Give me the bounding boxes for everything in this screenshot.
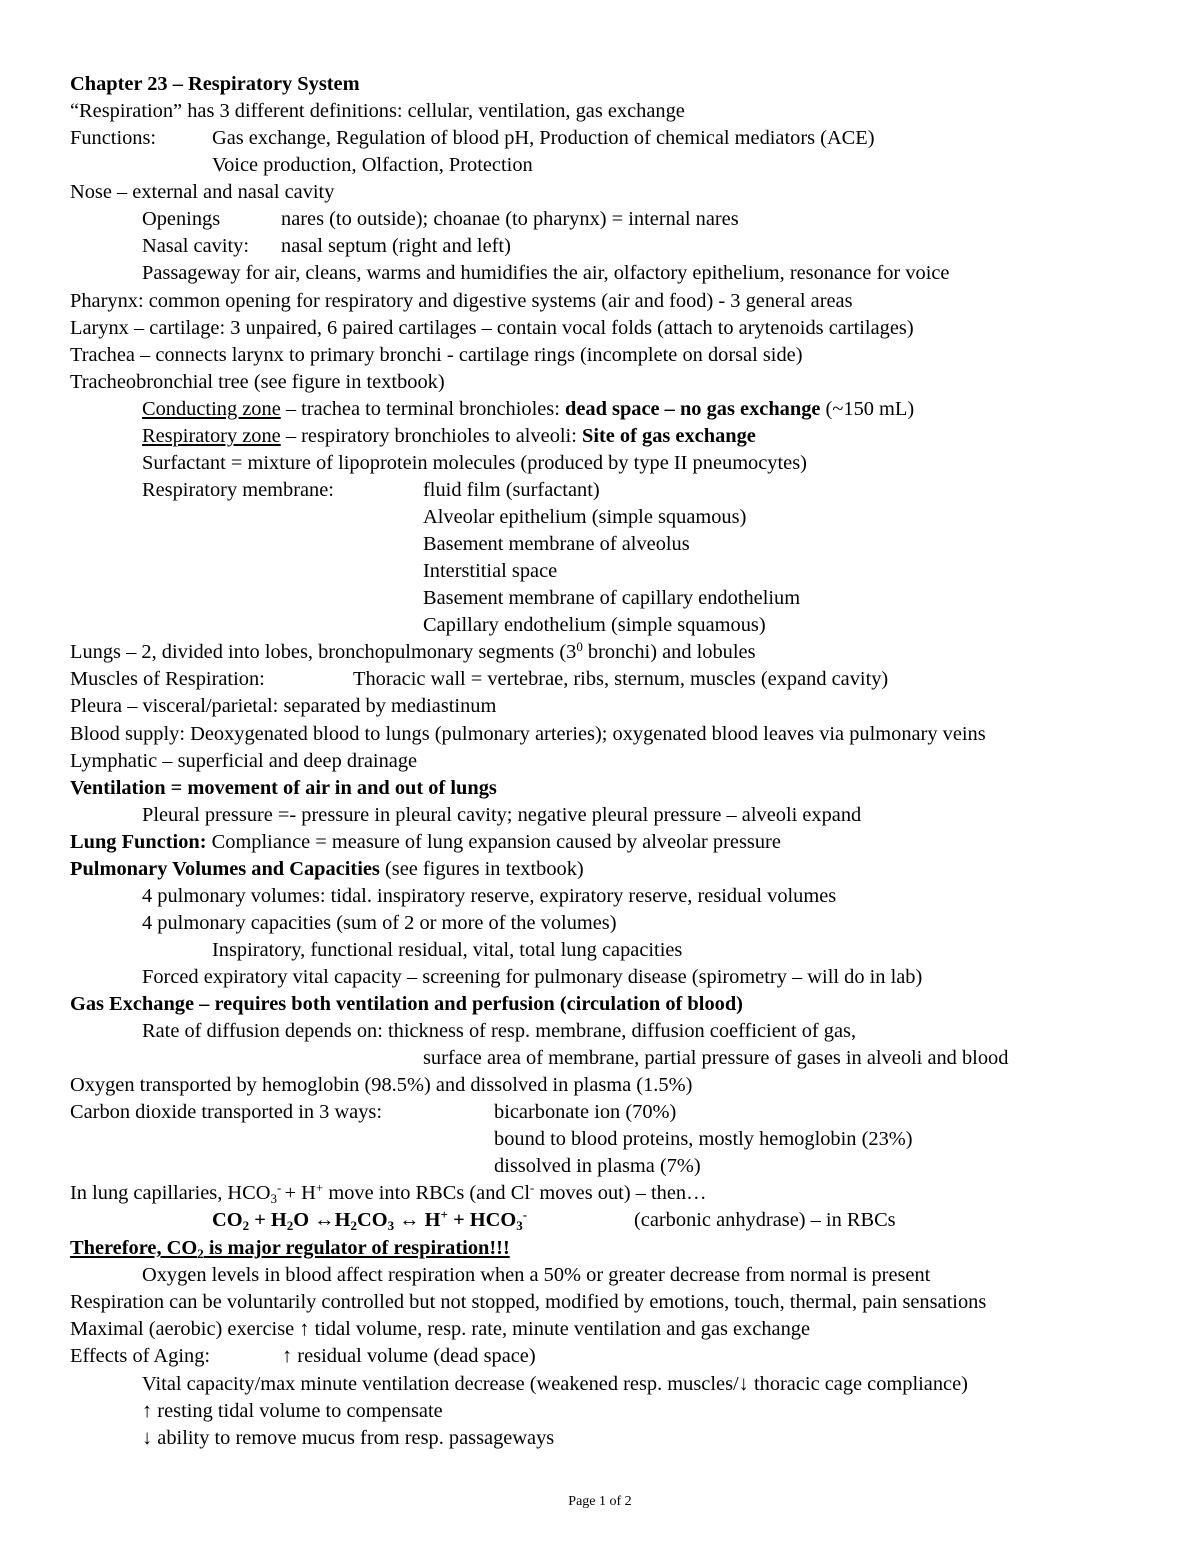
- nose-passageway: Passageway for air, cleans, warms and humidifies the air, olfactory epithelium, resonance for voice: [142, 262, 950, 284]
- eq-sub-2: 2: [286, 1218, 294, 1233]
- lungs-superscript: 0: [576, 639, 583, 654]
- resting-tidal-line: ↑ resting tidal volume to compensate: [142, 1400, 443, 1422]
- voluntary-control-line: Respiration can be voluntarily controlled but not stopped, modified by emotions, touch, thermal, pain sensations: [70, 1291, 987, 1313]
- lungs-text-a: Lungs – 2, divided into lobes, bronchopulmonary segments (3: [70, 641, 577, 663]
- eq-sub-3: 3: [387, 1218, 395, 1233]
- lung-function-line: [70, 829, 781, 856]
- pharynx-line: Pharynx: common opening for respiratory and digestive systems (air and food) - 3 general areas: [70, 290, 853, 312]
- eq-co: CO: [212, 1209, 243, 1231]
- dead-space-bold: dead space – no gas exchange: [564, 398, 821, 420]
- pleura-line: Pleura – visceral/parietal: separated by mediastinum: [70, 695, 497, 717]
- eq-sub-3: 3: [516, 1218, 523, 1233]
- pulmonary-volumes-text: (see figures in textbook): [379, 858, 584, 880]
- vital-capacity-line: Vital capacity/max minute ventilation decrease (weakened resp. muscles/↓ thoracic cage compliance): [142, 1373, 968, 1395]
- functions-text-2: Voice production, Olfaction, Protection: [212, 154, 533, 176]
- equation-note: (carbonic anhydrase) – in RBCs: [634, 1209, 896, 1231]
- muscles-line: [70, 666, 889, 693]
- aging-text: ↑ residual volume (dead space): [282, 1345, 536, 1367]
- lung-function-label: Lung Function:: [70, 831, 207, 853]
- eq-sup-plus: +: [440, 1207, 448, 1222]
- lung-cap-text-c: move into RBCs (and Cl: [323, 1182, 530, 1204]
- co2-transport-item: bicarbonate ion (70%): [494, 1101, 677, 1123]
- eq-h: + H: [249, 1209, 287, 1231]
- capacities-list-line: Inspiratory, functional residual, vital, total lung capacities: [212, 939, 683, 961]
- ventilation-heading: Ventilation = movement of air in and out of lungs: [70, 777, 497, 799]
- therefore-text-a: Therefore, CO: [70, 1237, 198, 1259]
- exercise-line: Maximal (aerobic) exercise ↑ tidal volume, resp. rate, minute ventilation and gas exchange: [70, 1318, 811, 1340]
- nose-nasal-cavity: [142, 233, 511, 260]
- eq-sub-2: 2: [242, 1218, 250, 1233]
- diffusion-line-2: surface area of membrane, partial pressure of gases in alveoli and blood: [423, 1047, 1009, 1069]
- therefore-sub: 2: [197, 1246, 204, 1261]
- nasal-cavity-label: Nasal cavity:: [142, 235, 250, 257]
- respiratory-zone-desc: – respiratory bronchioles to alveoli:: [280, 425, 582, 447]
- openings-label: Openings: [142, 208, 221, 230]
- gas-exchange-heading: Gas Exchange – requires both ventilation and perfusion (circulation of blood): [70, 993, 743, 1015]
- lung-cap-text-b: + H: [284, 1182, 316, 1204]
- eq-sup-minus: -: [522, 1207, 528, 1222]
- pulmonary-capacities-line: 4 pulmonary capacities (sum of 2 or more of the volumes): [142, 912, 617, 934]
- therefore-line: [70, 1235, 510, 1262]
- lung-capillaries-line: [70, 1180, 707, 1207]
- membrane-item: Alveolar epithelium (simple squamous): [423, 506, 747, 528]
- membrane-item: Basement membrane of capillary endothelium: [423, 587, 801, 609]
- aging-line: [70, 1343, 536, 1370]
- lung-cap-text-a: In lung capillaries, HCO: [70, 1182, 271, 1204]
- carbonic-equation: [212, 1207, 896, 1234]
- pleural-pressure-line: Pleural pressure =- pressure in pleural cavity; negative pleural pressure – alveoli expand: [142, 804, 862, 826]
- lung-cap-sup-3: -: [529, 1180, 535, 1195]
- diffusion-line-1: Rate of diffusion depends on: thickness of resp. membrane, diffusion coefficient of gas,: [142, 1020, 857, 1042]
- forced-expiratory-line: Forced expiratory vital capacity – screening for pulmonary disease (spirometry – will do in lab): [142, 966, 923, 988]
- pulmonary-volumes-line: 4 pulmonary volumes: tidal. inspiratory reserve, expiratory reserve, residual volumes: [142, 885, 837, 907]
- oxygen-levels-line: Oxygen levels in blood affect respiration when a 50% or greater decrease from normal is present: [142, 1264, 931, 1286]
- respiratory-membrane-label: Respiratory membrane:: [142, 479, 334, 501]
- membrane-item: Interstitial space: [423, 560, 558, 582]
- pulmonary-volumes-heading: [70, 856, 584, 883]
- eq-co3: CO: [357, 1209, 388, 1231]
- chapter-title: Chapter 23 – Respiratory System: [70, 73, 360, 95]
- nose-openings: [142, 206, 739, 233]
- respiration-definitions: “Respiration” has 3 different definitions: cellular, ventilation, gas exchange: [70, 100, 685, 122]
- surfactant-line: Surfactant = mixture of lipoprotein molecules (produced by type II pneumocytes): [142, 452, 807, 474]
- pulmonary-volumes-label: Pulmonary Volumes and Capacities: [70, 858, 380, 880]
- therefore-text-b: is major regulator of respiration!!!: [203, 1237, 510, 1259]
- respiratory-zone-term: Respiratory zone: [142, 425, 281, 447]
- page-footer: Page 1 of 2: [568, 1494, 632, 1509]
- functions-text-1: Gas exchange, Regulation of blood pH, Production of chemical mediators (ACE): [212, 127, 875, 149]
- lung-cap-sup-1: -: [276, 1180, 285, 1195]
- eq-o-arrow: O ↔H: [293, 1209, 351, 1231]
- eq-sub-2: 2: [350, 1218, 357, 1233]
- nose-heading: Nose – external and nasal cavity: [70, 181, 335, 203]
- functions-label: Functions:: [70, 127, 157, 149]
- equation-formula: [212, 1209, 527, 1231]
- gas-exchange-site-bold: Site of gas exchange: [581, 425, 756, 447]
- nasal-cavity-text: nasal septum (right and left): [281, 235, 511, 257]
- conducting-zone-term: Conducting zone: [142, 398, 281, 420]
- lungs-line: [70, 639, 756, 666]
- dead-space-volume: (~150 mL): [820, 398, 915, 420]
- eq-hco: + HCO: [447, 1209, 517, 1231]
- co2-transport-label: Carbon dioxide transported in 3 ways:: [70, 1101, 383, 1123]
- aging-label: Effects of Aging:: [70, 1345, 211, 1367]
- oxygen-transport-line: Oxygen transported by hemoglobin (98.5%) and dissolved in plasma (1.5%): [70, 1074, 693, 1096]
- lungs-text-b: bronchi) and lobules: [582, 641, 756, 663]
- lymphatic-line: Lymphatic – superficial and deep drainage: [70, 750, 418, 772]
- membrane-item: Basement membrane of alveolus: [423, 533, 690, 555]
- membrane-item: fluid film (surfactant): [423, 479, 600, 501]
- mucus-line: ↓ ability to remove mucus from resp. passageways: [142, 1427, 555, 1449]
- muscles-label: Muscles of Respiration:: [70, 668, 265, 690]
- lung-cap-text-d: moves out) – then…: [534, 1182, 707, 1204]
- eq-arrow-h: ↔ H: [394, 1209, 441, 1231]
- membrane-item: Capillary endothelium (simple squamous): [423, 614, 766, 636]
- lung-function-text: Compliance = measure of lung expansion caused by alveolar pressure: [206, 831, 781, 853]
- tracheobronchial-tree-line: Tracheobronchial tree (see figure in textbook): [70, 371, 445, 393]
- blood-supply-line: Blood supply: Deoxygenated blood to lungs (pulmonary arteries); oxygenated blood leaves via pulmonary veins: [70, 723, 986, 745]
- respiratory-zone-line: [142, 423, 756, 450]
- co2-transport-item: dissolved in plasma (7%): [494, 1155, 701, 1177]
- conducting-zone-line: [142, 396, 914, 423]
- muscles-text: Thoracic wall = vertebrae, ribs, sternum, muscles (expand cavity): [353, 668, 889, 690]
- openings-text: nares (to outside); choanae (to pharynx) = internal nares: [281, 208, 739, 230]
- co2-transport-item: bound to blood proteins, mostly hemoglobin (23%): [494, 1128, 913, 1150]
- functions-line: [70, 125, 875, 152]
- lung-cap-sup-2: +: [315, 1180, 324, 1195]
- larynx-line: Larynx – cartilage: 3 unpaired, 6 paired cartilages – contain vocal folds (attach to arytenoids cartilages): [70, 317, 914, 339]
- conducting-zone-desc: – trachea to terminal bronchioles:: [280, 398, 565, 420]
- lung-cap-sub: 3: [270, 1191, 277, 1206]
- trachea-line: Trachea – connects larynx to primary bronchi - cartilage rings (incomplete on dorsal side): [70, 344, 803, 366]
